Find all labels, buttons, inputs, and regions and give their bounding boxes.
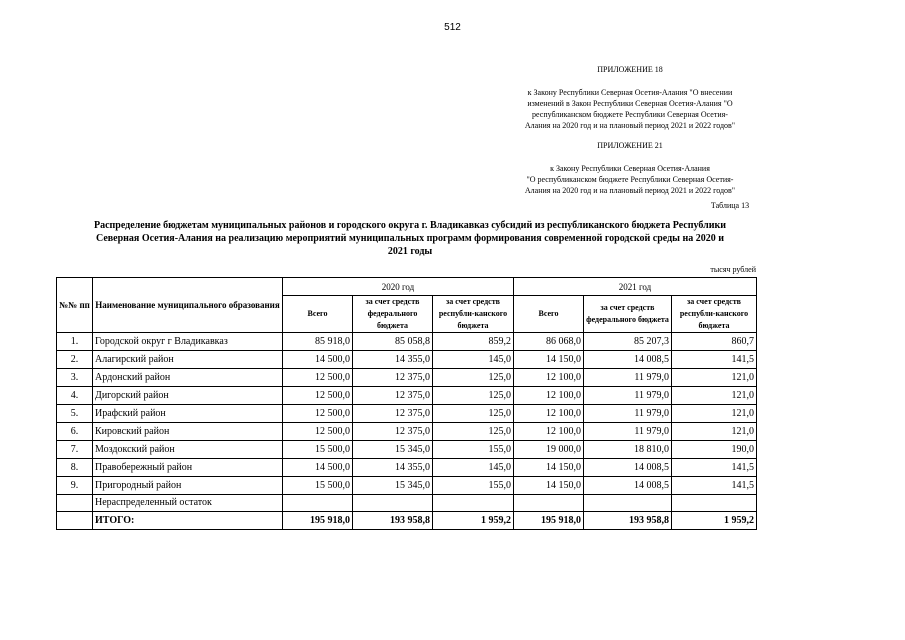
cell-republic-2021: 860,7 — [672, 333, 757, 351]
appendix-21-title: ПРИЛОЖЕНИЕ 21 — [597, 141, 663, 150]
row-number: 6. — [57, 423, 93, 441]
total-republic-2021: 1 959,2 — [672, 512, 757, 530]
subsidy-table — [56, 277, 757, 530]
row-number: 2. — [57, 351, 93, 369]
cell-federal-2020: 14 355,0 — [353, 459, 433, 477]
table-row — [57, 423, 757, 441]
cell-total-2020: 12 500,0 — [283, 423, 353, 441]
unallocated-row — [57, 495, 757, 512]
row-municipality: Алагирский район — [93, 351, 283, 369]
appendix-21-line: "О республиканском бюджете Республики Северная Осетия- — [526, 175, 734, 184]
cell-federal-2020: 14 355,0 — [353, 351, 433, 369]
appendix-18-line: республиканском бюджете Республики Северная Осетия- — [532, 110, 728, 119]
cell-federal-2020: 85 058,8 — [353, 333, 433, 351]
cell-federal-2020: 15 345,0 — [353, 441, 433, 459]
cell-total-2021: 14 150,0 — [514, 459, 584, 477]
header-federal-2020: за счет средств федерального бюджета — [353, 296, 433, 333]
cell-republic-2020: 125,0 — [433, 387, 514, 405]
header-year-2020: 2020 год — [283, 278, 514, 296]
cell-federal-2021 — [584, 495, 672, 512]
title-line: Распределение бюджетам муниципальных районов и городского округа г. Владикавказ субсидий из республиканского бюджета Республики — [93, 220, 727, 231]
row-municipality: Городской округ г Владикавказ — [93, 333, 283, 351]
appendix-21-line: к Закону Республики Северная Осетия-Алания — [550, 164, 710, 173]
header-total-2021: Всего — [514, 296, 584, 333]
cell-republic-2021: 141,5 — [672, 351, 757, 369]
header-year-2021: 2021 год — [514, 278, 757, 296]
cell-federal-2020: 15 345,0 — [353, 477, 433, 495]
cell-federal-2021: 14 008,5 — [584, 459, 672, 477]
appendix-18-line: изменений в Закон Республики Северная Осетия-Алания "О — [527, 99, 733, 108]
row-number: 8. — [57, 459, 93, 477]
cell-total-2021: 14 150,0 — [514, 477, 584, 495]
title-line: 2021 годы — [387, 246, 433, 257]
appendix-21-block — [480, 140, 780, 196]
table-number: Таблица 13 — [710, 201, 750, 210]
row-number: 5. — [57, 405, 93, 423]
cell-total-2020: 12 500,0 — [283, 405, 353, 423]
cell-republic-2020: 145,0 — [433, 459, 514, 477]
cell-republic-2020: 125,0 — [433, 423, 514, 441]
row-number: 3. — [57, 369, 93, 387]
cell-federal-2020: 12 375,0 — [353, 405, 433, 423]
appendix-18-title: ПРИЛОЖЕНИЕ 18 — [597, 65, 663, 74]
header-republic-2021: за счет средств республи-канского бюджета — [672, 296, 757, 333]
cell-republic-2020: 145,0 — [433, 351, 514, 369]
cell-federal-2021: 11 979,0 — [584, 369, 672, 387]
cell-total-2021: 14 150,0 — [514, 351, 584, 369]
row-number: 1. — [57, 333, 93, 351]
row-municipality: Дигорский район — [93, 387, 283, 405]
cell-republic-2020: 155,0 — [433, 477, 514, 495]
appendix-18-line: Алания на 2020 год и на плановый период 2021 и 2022 годов" — [524, 121, 736, 130]
table-row — [57, 387, 757, 405]
cell-republic-2021: 190,0 — [672, 441, 757, 459]
total-row — [57, 512, 757, 530]
cell-total-2020 — [283, 495, 353, 512]
cell-total-2021: 86 068,0 — [514, 333, 584, 351]
cell-republic-2020: 859,2 — [433, 333, 514, 351]
row-municipality: Правобережный район — [93, 459, 283, 477]
cell-federal-2021: 11 979,0 — [584, 387, 672, 405]
row-number — [57, 512, 93, 530]
row-number: 9. — [57, 477, 93, 495]
cell-federal-2020: 12 375,0 — [353, 423, 433, 441]
cell-total-2020: 15 500,0 — [283, 477, 353, 495]
header-name: Наименование муниципального образования — [93, 278, 283, 333]
cell-republic-2021: 121,0 — [672, 369, 757, 387]
cell-total-2020: 85 918,0 — [283, 333, 353, 351]
cell-republic-2021: 141,5 — [672, 459, 757, 477]
units-label: тысяч рублей — [710, 265, 756, 274]
total-federal-2021: 193 958,8 — [584, 512, 672, 530]
cell-total-2020: 12 500,0 — [283, 369, 353, 387]
total-federal-2020: 193 958,8 — [353, 512, 433, 530]
appendix-21-line: Алания на 2020 год и на плановый период 2021 и 2022 годов" — [524, 186, 736, 195]
table-row — [57, 351, 757, 369]
cell-total-2020: 15 500,0 — [283, 441, 353, 459]
row-number: 4. — [57, 387, 93, 405]
header-republic-2020: за счет средств республи-канского бюджета — [433, 296, 514, 333]
document-title — [55, 219, 765, 258]
cell-republic-2021: 121,0 — [672, 387, 757, 405]
total-republic-2020: 1 959,2 — [433, 512, 514, 530]
total-total-2021: 195 918,0 — [514, 512, 584, 530]
cell-total-2021: 19 000,0 — [514, 441, 584, 459]
cell-republic-2020: 155,0 — [433, 441, 514, 459]
cell-republic-2021: 121,0 — [672, 423, 757, 441]
cell-republic-2021: 121,0 — [672, 405, 757, 423]
total-label: ИТОГО: — [93, 512, 283, 530]
row-number: 7. — [57, 441, 93, 459]
row-municipality: Кировский район — [93, 423, 283, 441]
cell-total-2021: 12 100,0 — [514, 387, 584, 405]
cell-federal-2021: 14 008,5 — [584, 477, 672, 495]
row-number — [57, 495, 93, 512]
table-row — [57, 405, 757, 423]
cell-federal-2021: 18 810,0 — [584, 441, 672, 459]
table-row — [57, 477, 757, 495]
cell-total-2021: 12 100,0 — [514, 405, 584, 423]
title-line: Северная Осетия-Алания на реализацию мероприятий муниципальных программ формирования современной городской среды на 2020 и — [95, 233, 724, 244]
table-row — [57, 333, 757, 351]
table-row — [57, 369, 757, 387]
cell-republic-2021 — [672, 495, 757, 512]
header-total-2020: Всего — [283, 296, 353, 333]
row-municipality: Ирафский район — [93, 405, 283, 423]
total-total-2020: 195 918,0 — [283, 512, 353, 530]
cell-total-2021 — [514, 495, 584, 512]
row-municipality: Моздокский район — [93, 441, 283, 459]
table-row — [57, 459, 757, 477]
cell-federal-2020 — [353, 495, 433, 512]
table-row — [57, 441, 757, 459]
cell-republic-2020: 125,0 — [433, 405, 514, 423]
cell-federal-2020: 12 375,0 — [353, 387, 433, 405]
cell-total-2020: 14 500,0 — [283, 459, 353, 477]
row-municipality: Ардонский район — [93, 369, 283, 387]
appendix-18-block — [480, 64, 780, 131]
page-number: 512 — [444, 22, 461, 33]
cell-total-2020: 14 500,0 — [283, 351, 353, 369]
cell-federal-2021: 11 979,0 — [584, 405, 672, 423]
cell-total-2020: 12 500,0 — [283, 387, 353, 405]
cell-total-2021: 12 100,0 — [514, 369, 584, 387]
cell-republic-2020: 125,0 — [433, 369, 514, 387]
cell-republic-2020 — [433, 495, 514, 512]
cell-total-2021: 12 100,0 — [514, 423, 584, 441]
cell-federal-2020: 12 375,0 — [353, 369, 433, 387]
unallocated-label: Нераспределенный остаток — [93, 495, 283, 512]
header-federal-2021: за счет средств федерального бюджета — [584, 296, 672, 333]
cell-republic-2021: 141,5 — [672, 477, 757, 495]
cell-federal-2021: 85 207,3 — [584, 333, 672, 351]
cell-federal-2021: 11 979,0 — [584, 423, 672, 441]
appendix-18-line: к Закону Республики Северная Осетия-Алания "О внесении — [527, 88, 733, 97]
cell-federal-2021: 14 008,5 — [584, 351, 672, 369]
header-number: №№ пп — [57, 278, 93, 333]
row-municipality: Пригородный район — [93, 477, 283, 495]
